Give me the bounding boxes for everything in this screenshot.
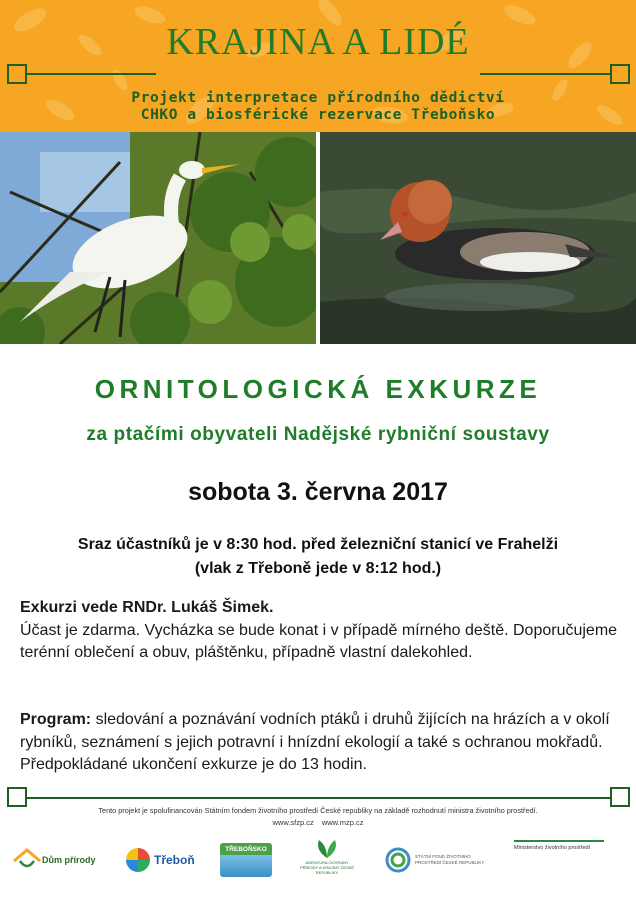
logo-sfzp-text: STÁTNÍ FOND ŽIVOTNÍHO PROSTŘEDÍ ČESKÉ REPUBLIKY [415,854,485,865]
pochard-photo [320,132,636,344]
banner-square-right [610,64,630,84]
participation-info: Účast je zdarma. Vycházka se bude konat i v případě mírného deště. Doporučujeme terénní oblečení a obuv, pláštěnku, případně vlastní dalekohled. [20,621,618,661]
pinwheel-icon [125,847,151,873]
banner-square-left [7,64,27,84]
logo-sfzp [385,840,495,880]
program-text: sledování a poznávání vodních ptáků i druhů žijících na hrázích a v okolí rybníků, seznámení s jejich potravní i hnízdní ekologií a také s ochranou mokřadů. Předpokládané ukončení exkurze je do 13 hodin. [20,711,610,773]
banner-divider-left [26,73,156,75]
logo-trebonsko [220,843,272,877]
leaf-icon [313,838,341,860]
globe-icon [385,847,411,873]
logo-trebon-text: Třeboň [154,853,195,867]
funding-note: Tento projekt je spolufinancován Státním fondem životního prostředí České republiky na základě rozhodnutí ministra životního prostředí. [98,806,538,815]
guide-text: Exkurzi vede RNDr. Lukáš Šimek. [20,599,274,616]
meeting-info: Sraz účastníků je v 8:30 hod. před železniční stanicí ve Frahelži [77,536,559,553]
logo-mzp [514,840,606,880]
banner-divider-right [480,73,610,75]
train-info: (vlak z Třeboně jede v 8:12 hod.) [194,560,442,577]
details-block [20,597,620,665]
logo-trebonsko-text: TŘEBOŇSKO [225,846,267,853]
event-date: sobota 3. června 2017 [188,478,448,506]
banner-subtitle-line1: Projekt interpretace přírodního dědictví [131,90,505,106]
event-subtitle: za ptačími obyvateli Nadějské rybniční soustavy [86,424,550,445]
banner-title: KRAJINA A LIDÉ [166,21,470,63]
header-banner [0,0,636,132]
footer-square-left [7,787,27,807]
house-leaf-icon [12,847,42,873]
event-title: ORNITOLOGICKÁ EXKURZE [94,374,542,404]
logo-aopk-text: AGENTURA OCHRANY PŘÍRODY A KRAJINY ČESKÉ REPUBLIKY [299,860,355,875]
logo-trebon [125,840,195,880]
program-label: Program: [20,711,92,728]
logo-dum-prirody-text: Dům přírody [42,855,96,865]
footer-square-right [610,787,630,807]
program-block [20,709,620,777]
banner-subtitle-line2: CHKO a biosférické rezervace Třeboňsko [140,107,496,123]
logo-aopk [292,838,362,878]
logo-dum-prirody [12,840,96,880]
logo-mzp-bar [514,840,604,842]
logo-mzp-text: Ministerstvo životního prostředí [514,845,591,851]
egret-photo [0,132,316,344]
footer-links: www.sfzp.cz www.mzp.cz [272,818,364,827]
footer-divider [26,797,610,799]
